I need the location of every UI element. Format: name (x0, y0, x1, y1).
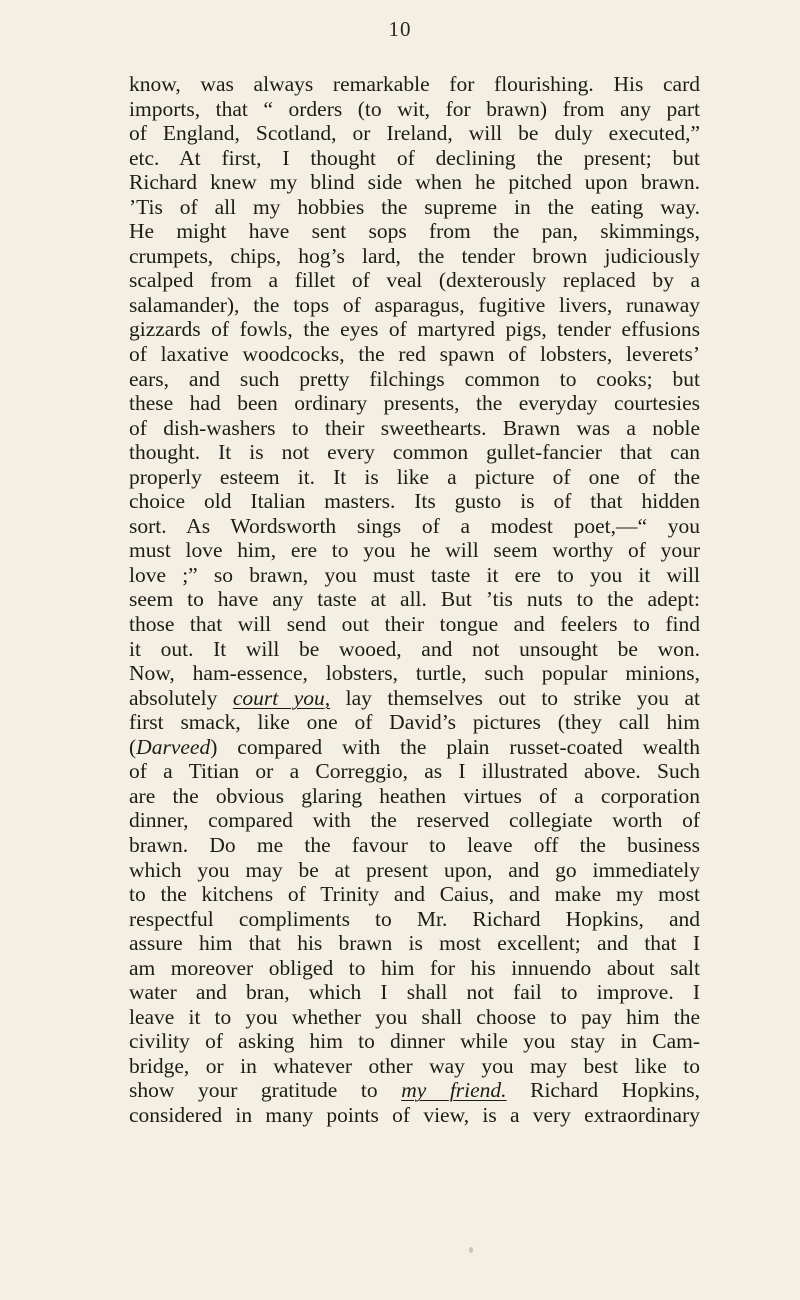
text-line: scalped from a fillet of veal (dexterously replaced by a (129, 268, 700, 293)
text-run: Richard Hopkins, (506, 1078, 700, 1103)
text-line: civility of asking him to dinner while you stay in Cam- (129, 1029, 700, 1054)
text-line: are the obvious glaring heathen virtues of a corporation (129, 783, 700, 808)
text-line: first smack, like one of David’s pictures (they call him (129, 710, 700, 735)
text-line: sort. As Wordsworth sings of a modest poet,—“ you (129, 513, 700, 538)
text-run: lay themselves out to strike you at (330, 685, 700, 710)
text-line: considered in many points of view, is a very extraordinary (129, 1102, 700, 1127)
text-line: of a Titian or a Correggio, as I illustrated above. Such (129, 759, 700, 784)
italic-emphasis: my friend. (401, 1078, 507, 1103)
text-line: respectful compliments to Mr. Richard Hopkins, and (129, 906, 700, 931)
text-run: absolutely (129, 685, 233, 710)
text-line: gizzards of fowls, the eyes of martyred pigs, tender effusions (129, 317, 700, 342)
text-line: thought. It is not every common gullet-fancier that can (129, 440, 700, 465)
text-run: ) compared with the plain russet-coated wealth (210, 734, 700, 759)
text-line: Now, ham-essence, lobsters, turtle, such popular minions, (129, 661, 700, 686)
body-text (129, 72, 700, 1128)
text-line: seem to have any taste at all. But ’tis nuts to the adept: (129, 587, 700, 612)
text-line: of laxative woodcocks, the red spawn of lobsters, leverets’ (129, 342, 700, 367)
text-line: imports, that “ orders (to wit, for brawn) from any part (129, 96, 700, 121)
text-line: these had been ordinary presents, the everyday courtesies (129, 391, 700, 416)
text-line: of England, Scotland, or Ireland, will be duly executed,” (129, 121, 700, 146)
text-line: know, was always remarkable for flourishing. His card (129, 72, 700, 96)
text-line: those that will send out their tongue and feelers to find (129, 612, 700, 637)
text-line: to the kitchens of Trinity and Caius, and make my most (129, 882, 700, 907)
text-line-mixed: (Darveed) compared with the plain russet-coated wealth (129, 734, 700, 759)
paper-speck (469, 1247, 473, 1253)
text-line: must love him, ere to you he will seem worthy of your (129, 538, 700, 563)
text-line: etc. At first, I thought of declining the present; but (129, 145, 700, 170)
text-line: assure him that his brawn is most excellent; and that I (129, 931, 700, 956)
text-line: love ;” so brawn, you must taste it ere to you it will (129, 562, 700, 587)
text-line-mixed (129, 686, 700, 711)
text-line: of dish-washers to their sweethearts. Brawn was a noble (129, 415, 700, 440)
text-line: which you may be at present upon, and go immediately (129, 857, 700, 882)
text-line: leave it to you whether you shall choose to pay him the (129, 1004, 700, 1029)
text-line-mixed (129, 1078, 700, 1103)
text-line: bridge, or in whatever other way you may best like to (129, 1053, 700, 1078)
text-line: salamander), the tops of asparagus, fugitive livers, runaway (129, 292, 700, 317)
text-line: Richard knew my blind side when he pitched upon brawn. (129, 170, 700, 195)
italic-emphasis: court you, (232, 685, 331, 710)
text-line: properly esteem it. It is like a picture of one of the (129, 464, 700, 489)
italic-emphasis: Darveed (136, 734, 211, 759)
text-line: dinner, compared with the reserved collegiate worth of (129, 808, 700, 833)
text-line: water and bran, which I shall not fail to improve. I (129, 980, 700, 1005)
text-line: crumpets, chips, hog’s lard, the tender brown judiciously (129, 243, 700, 268)
text-run: show your gratitude to (129, 1078, 402, 1103)
text-line: it out. It will be wooed, and not unsought be won. (129, 636, 700, 661)
text-line: ears, and such pretty filchings common to cooks; but (129, 366, 700, 391)
text-line: brawn. Do me the favour to leave off the business (129, 832, 700, 857)
text-line: He might have sent sops from the pan, skimmings, (129, 219, 700, 244)
text-line: choice old Italian masters. Its gusto is of that hidden (129, 489, 700, 514)
text-line: ’Tis of all my hobbies the supreme in the eating way. (129, 194, 700, 219)
text-line: am moreover obliged to him for his innuendo about salt (129, 955, 700, 980)
page-number: 10 (388, 17, 412, 41)
